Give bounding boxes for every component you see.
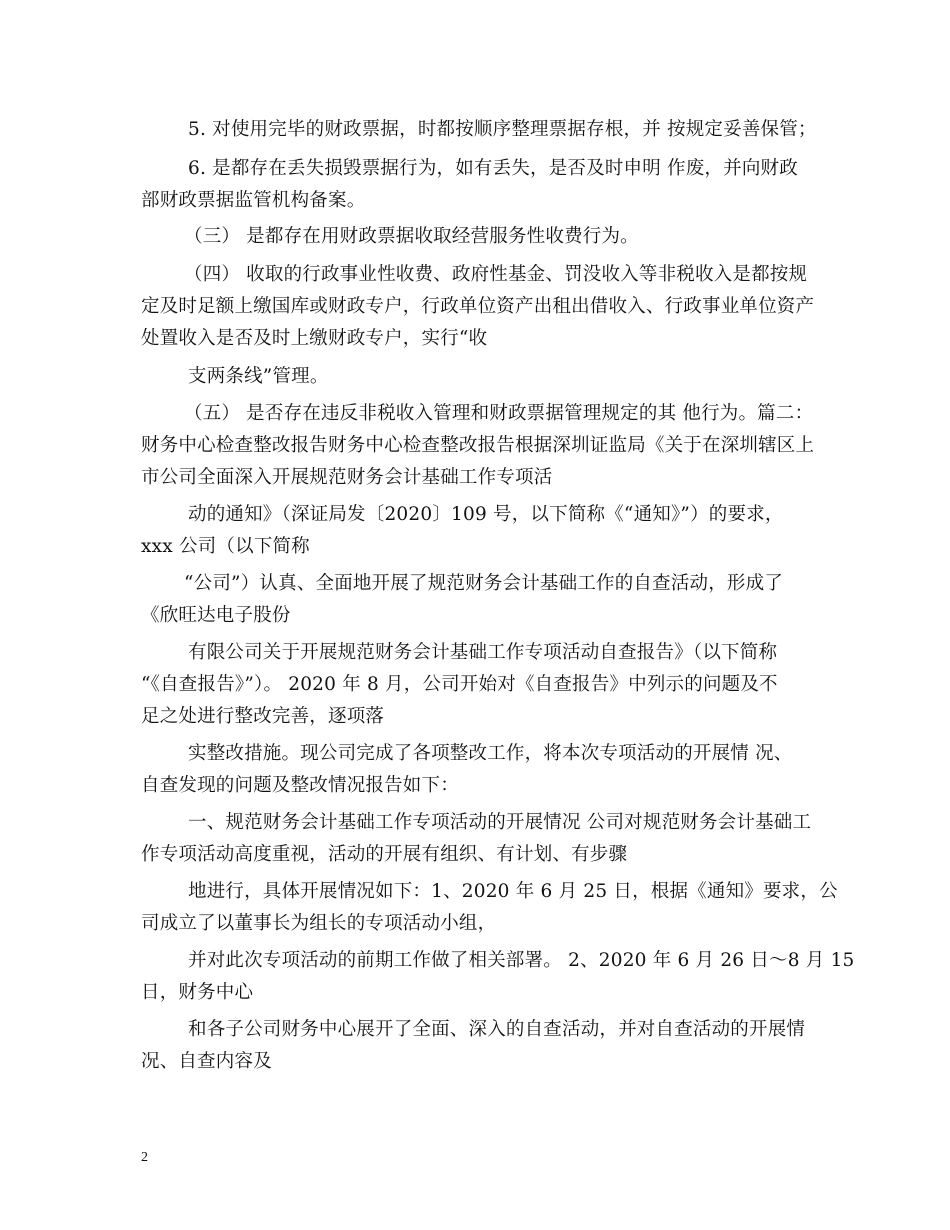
text-line: 市公司全面深入开展规范财务会计基础工作专项活 [141, 467, 553, 488]
text-line: “公司”）认真、全面地开展了规范财务会计基础工作的自查活动，形成了 [184, 573, 784, 594]
text-line: 地进行，具体开展情况如下：1、2020 年 6 月 25 日，根据《通知》要求，公 [188, 881, 838, 902]
text-line: 自查发现的问题及整改情况报告如下： [141, 775, 459, 796]
text-line: 并对此次专项活动的前期工作做了相关部署。 2、2020 年 6 月 26 日～8 月 15 [188, 950, 855, 971]
text-line: 支两条线”管理。 [188, 366, 329, 387]
text-line: 和各子公司财务中心展开了全面、深入的自查活动，并对自查活动的开展情 [188, 1019, 806, 1040]
text-line: 实整改措施。现公司完成了各项整改工作，将本次专项活动的开展情 况、 [188, 743, 793, 764]
text-line: 《欣旺达电子股份 [141, 605, 291, 626]
text-line: 定及时足额上缴国库或财政专户，行政单位资产出租出借收入、行政事业单位资产 [141, 296, 815, 317]
text-line: 一、规范财务会计基础工作专项活动的开展情况 公司对规范财务会计基础工 [188, 812, 812, 833]
text-line: （五） 是否存在违反非税收入管理和财政票据管理规定的其 他行为。篇二： [184, 403, 814, 424]
text-line: 财务中心检查整改报告财务中心检查整改报告根据深圳证监局《关于在深圳辖区上 [141, 435, 815, 456]
text-line: “《自查报告》”）。 2020 年 8 月，公司开始对《自查报告》中列示的问题及不 [141, 674, 778, 695]
text-line: 足之处进行整改完善，逐项落 [141, 706, 385, 727]
text-line: （四） 收取的行政事业性收费、政府性基金、罚没收入等非税收入是都按规 [184, 264, 808, 285]
text-line: 日，财务中心 [141, 982, 254, 1003]
text-line: 5. 对使用完毕的财政票据，时都按顺序整理票据存根，并 按规定妥善保管； [188, 119, 817, 140]
text-line: 有限公司关于开展规范财务会计基础工作专项活动自查报告》（以下简称 [188, 642, 778, 663]
page-number: 2 [141, 1150, 148, 1165]
text-line: 处置收入是否及时上缴财政专户，实行“收 [141, 328, 488, 349]
text-line: 司成立了以董事长为组长的专项活动小组， [141, 913, 497, 934]
text-line: xxx 公司（以下简称 [141, 536, 310, 557]
text-line: 作专项活动高度重视，活动的开展有组织、有计划、有步骤 [141, 844, 628, 865]
text-line: 部财政票据监管机构备案。 [141, 190, 366, 211]
text-line: （三） 是都存在用财政票据收取经营服务性收费行为。 [184, 226, 639, 247]
text-line: 况、自查内容及 [141, 1051, 272, 1072]
text-line: 6. 是都存在丢失损毁票据行为，如有丢失，是否及时申明 作废，并向财政 [188, 158, 798, 179]
text-line: 动的通知》（深证局发〔2020〕109 号，以下简称《“通知》”）的要求， [188, 504, 784, 525]
